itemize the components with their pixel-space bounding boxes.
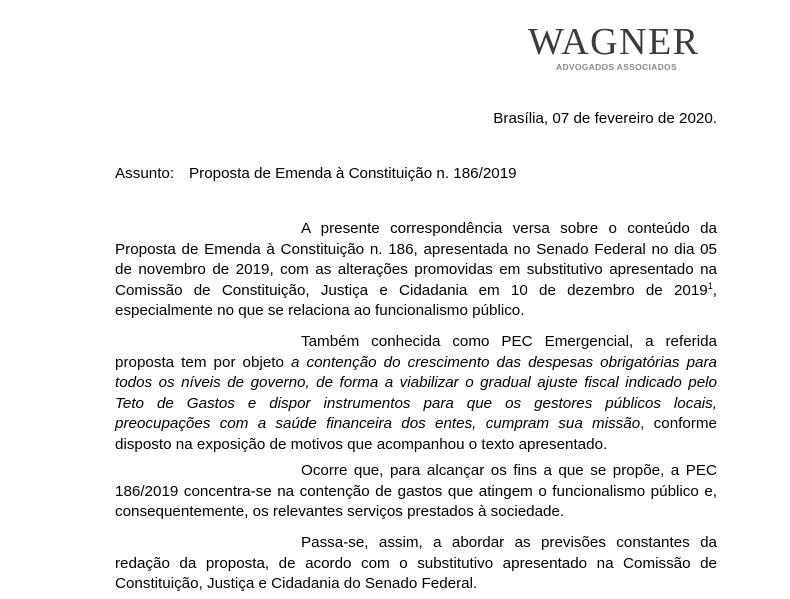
paragraph-1-text: A presente correspondência versa sobre o conteúdo da Proposta de Emenda à Constituição n. 186, apresentada no Senado Federal no dia 05 de novembro de 2019, com as alterações promovidas em substitutivo apresentado na Comissão de Constituição, Justiça e Cidadania em 10 de dezembro de 2019 [115,220,717,299]
paragraph-4: Passa-se, assim, a abordar as previsões constantes da redação da proposta, de acordo com o substitutivo apresentado na Comissão de Constituição, Justiça e Cidadania do Senado Federal. [115,534,717,593]
paragraph-2-tail: , conforme disposto na exposição de motivos que acompanhou o texto apresentado. [115,415,717,453]
footnote-marker: 1 [707,280,713,291]
logo-name: WAGNER [528,21,700,63]
subject-label: Assunto: [115,165,175,182]
letter-date: Brasília, 07 de fevereiro de 2020. [493,110,717,127]
letterhead-logo [528,21,720,72]
logo-subtitle: ADVOGADOS ASSOCIADOS [556,62,677,72]
paragraph-2-lead: Também conhecida como PEC Emergencial, a referida proposta tem por objeto [115,333,717,371]
paragraph-3: Ocorre que, para alcançar os fins a que se propõe, a PEC 186/2019 concentra-se na contenção de gastos que atingem o funcionalismo público e, consequentemente, os relevantes serviços prestados à sociedade. [115,462,717,521]
paragraph-2 [115,332,717,456]
paragraph-1 [115,219,717,322]
letter-subject [115,164,517,184]
paragraph-1-tail: , especialmente no que se relaciona ao funcionalismo público. [115,281,717,320]
subject-text: Proposta de Emenda à Constituição n. 186/2019 [189,165,517,182]
paragraph-2-quote: a contenção do crescimento das despesas obrigatórias para todos os níveis de governo, de forma a viabilizar o gradual ajuste fiscal indicado pelo Teto de Gastos e dispor instrumentos para que os gestores públicos locais, preocupações com a saúde financeira dos entes, cumpram sua missão [115,353,717,433]
